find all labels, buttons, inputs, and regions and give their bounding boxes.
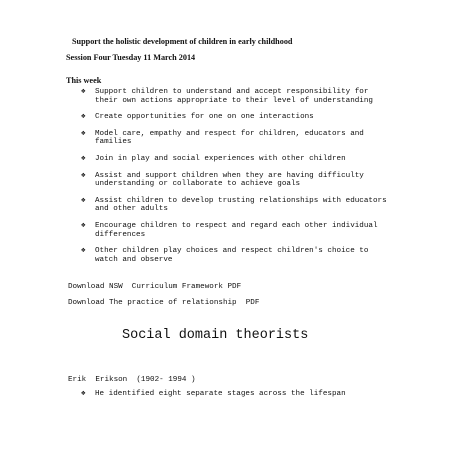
bullet-text: Support children to understand and accept responsibility for their own actions appropriate to their level of understanding [95,88,373,105]
bullet-text: Other children play choices and respect children's choice to watch and observe [95,247,369,264]
bullet-item [81,222,391,239]
diamond-bullet-icon: ❖ [81,154,86,163]
diamond-bullet-icon: ❖ [81,390,86,398]
bullet-text: Join in play and social experiences with other children [95,154,346,163]
section-heading: Social domain theorists [122,328,309,343]
bullet-text: Assist and support children when they are having difficulty understanding or collaborate to achieve goals [95,171,364,189]
bullet-text: Encourage children to respect and regard each other individual differences [95,221,378,239]
diamond-bullet-icon: ❖ [81,221,86,230]
bullet-text: Create opportunities for one on one interactions [95,113,314,122]
diamond-bullet-icon: ❖ [81,196,86,205]
diamond-bullet-icon: ❖ [81,171,86,180]
session-info: Session Four Tuesday 11 March 2014 [66,53,196,62]
diamond-bullet-icon: ❖ [81,247,86,256]
bullet-item [81,130,391,147]
download-practice-of-relationship-link[interactable]: Download The practice of relationship PDF [68,299,260,307]
diamond-bullet-icon: ❖ [81,113,86,122]
bullet-item [81,247,391,264]
bullet-text: He identified eight separate stages across the lifespan [95,390,346,398]
diamond-bullet-icon: ❖ [81,88,86,96]
theorist-bullet-list [81,390,391,407]
diamond-bullet-icon: ❖ [81,129,86,138]
bullet-item [81,113,391,122]
this-week-bullet-list [81,88,391,272]
bullet-item [81,172,391,189]
bullet-text: Assist children to develop trusting relationships with educators and other adults [95,196,387,214]
bullet-item [81,197,391,214]
download-nsw-framework-link[interactable]: Download NSW Curriculum Framework PDF [68,283,242,291]
bullet-item [81,390,391,399]
theorist-name: Erik Erikson (1902- 1994 ) [68,376,196,384]
section-label: This week [66,76,102,85]
bullet-item [81,155,391,164]
document-title: Support the holistic development of children in early childhood [72,37,293,46]
bullet-item [81,88,391,105]
bullet-text: Model care, empathy and respect for children, educators and families [95,129,364,147]
